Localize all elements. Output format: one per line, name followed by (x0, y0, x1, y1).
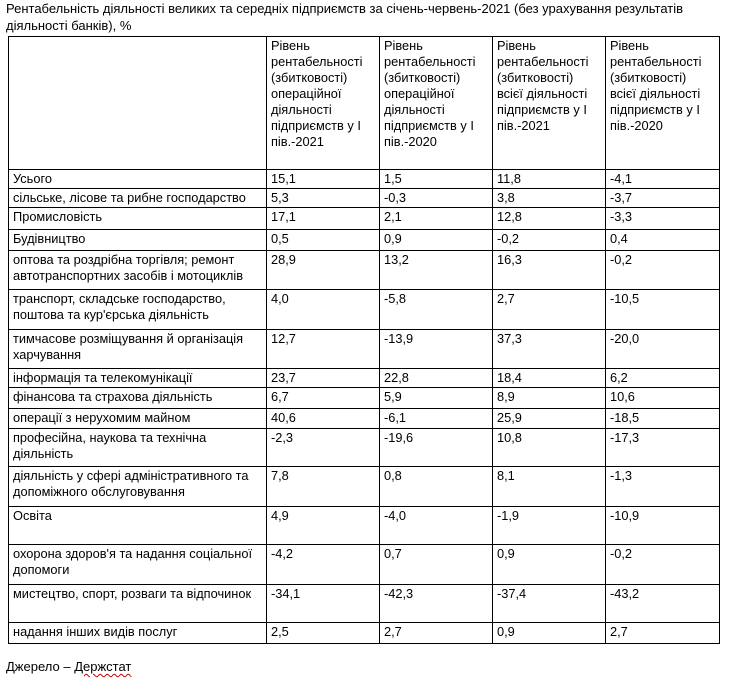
value-cell: 2,7 (606, 623, 720, 644)
row-label: професійна, наукова та технічна діяльність (9, 429, 267, 467)
header-cell-total-2020: Рівень рентабельності (збитковості) всієї діяльності підприємств у І пів.-2020 (606, 37, 720, 170)
row-label: надання інших видів послуг (9, 623, 267, 644)
table-row (9, 230, 720, 251)
value-cell: -43,2 (606, 585, 720, 623)
value-cell: 28,9 (267, 251, 380, 290)
value-cell: -3,7 (606, 189, 720, 208)
value-cell: -42,3 (380, 585, 493, 623)
value-cell: -13,9 (380, 330, 493, 369)
value-cell: -0,2 (606, 251, 720, 290)
value-cell: 0,8 (380, 467, 493, 507)
row-label: тимчасове розміщування й організація харчування (9, 330, 267, 369)
value-cell: -19,6 (380, 429, 493, 467)
value-cell: 2,7 (380, 623, 493, 644)
value-cell: -3,3 (606, 208, 720, 230)
row-label: Промисловість (9, 208, 267, 230)
value-cell: -5,8 (380, 290, 493, 330)
value-cell: -20,0 (606, 330, 720, 369)
row-label: сільське, лісове та рибне господарство (9, 189, 267, 208)
value-cell: 5,3 (267, 189, 380, 208)
value-cell: -37,4 (493, 585, 606, 623)
profitability-table (8, 36, 720, 644)
table-row (9, 251, 720, 290)
value-cell: 17,1 (267, 208, 380, 230)
value-cell: 0,5 (267, 230, 380, 251)
value-cell: 2,7 (493, 290, 606, 330)
value-cell: 0,9 (380, 230, 493, 251)
table-row (9, 170, 720, 189)
value-cell: 0,4 (606, 230, 720, 251)
value-cell: 4,0 (267, 290, 380, 330)
table-row (9, 388, 720, 409)
value-cell: 16,3 (493, 251, 606, 290)
source-note (6, 659, 131, 675)
value-cell: 11,8 (493, 170, 606, 189)
value-cell: 0,9 (493, 623, 606, 644)
header-cell-sector (9, 37, 267, 170)
row-label: охорона здоров'я та надання соціальної допомоги (9, 545, 267, 585)
value-cell: 0,7 (380, 545, 493, 585)
value-cell: 40,6 (267, 409, 380, 429)
row-label: транспорт, складське господарство, поштова та кур'єрська діяльність (9, 290, 267, 330)
table-row (9, 507, 720, 545)
value-cell: 12,8 (493, 208, 606, 230)
header-row (9, 37, 720, 170)
value-cell: 7,8 (267, 467, 380, 507)
value-cell: 2,5 (267, 623, 380, 644)
value-cell: -10,5 (606, 290, 720, 330)
row-label: оптова та роздрібна торгівля; ремонт автотранспортних засобів і мотоциклів (9, 251, 267, 290)
value-cell: 6,7 (267, 388, 380, 409)
value-cell: 10,8 (493, 429, 606, 467)
table-title: Рентабельність діяльності великих та середніх підприємств за січень-червень-2021 (без урахування результатів діяльності банків), % (6, 1, 684, 33)
value-cell: 5,9 (380, 388, 493, 409)
value-cell: -10,9 (606, 507, 720, 545)
table-row (9, 623, 720, 644)
value-cell: 23,7 (267, 369, 380, 388)
value-cell: 1,5 (380, 170, 493, 189)
value-cell: 18,4 (493, 369, 606, 388)
table-row (9, 208, 720, 230)
value-cell: -4,1 (606, 170, 720, 189)
value-cell: -6,1 (380, 409, 493, 429)
row-label: Освіта (9, 507, 267, 545)
row-label: діяльність у сфері адміністративного та допоміжного обслуговування (9, 467, 267, 507)
value-cell: -17,3 (606, 429, 720, 467)
value-cell: 10,6 (606, 388, 720, 409)
value-cell: -4,0 (380, 507, 493, 545)
value-cell: -2,3 (267, 429, 380, 467)
source-name: Держстат (74, 659, 132, 674)
value-cell: -4,2 (267, 545, 380, 585)
row-label: мистецтво, спорт, розваги та відпочинок (9, 585, 267, 623)
row-label: інформація та телекомунікації (9, 369, 267, 388)
value-cell: -1,3 (606, 467, 720, 507)
header-cell-operating-2020: Рівень рентабельності (збитковості) операційної діяльності підприємств у І пів.-2020 (380, 37, 493, 170)
value-cell: -18,5 (606, 409, 720, 429)
value-cell: 3,8 (493, 189, 606, 208)
value-cell: 4,9 (267, 507, 380, 545)
value-cell: 0,9 (493, 545, 606, 585)
value-cell: -1,9 (493, 507, 606, 545)
table-row (9, 429, 720, 467)
table-row (9, 330, 720, 369)
table-row (9, 369, 720, 388)
value-cell: 22,8 (380, 369, 493, 388)
row-label: Усього (9, 170, 267, 189)
value-cell: 8,9 (493, 388, 606, 409)
row-label: Будівництво (9, 230, 267, 251)
value-cell: 25,9 (493, 409, 606, 429)
table-row (9, 409, 720, 429)
value-cell: -0,3 (380, 189, 493, 208)
value-cell: 12,7 (267, 330, 380, 369)
row-label: фінансова та страхова діяльність (9, 388, 267, 409)
header-cell-operating-2021: Рівень рентабельності (збитковості) операційної діяльності підприємств у І пів.-2021 (267, 37, 380, 170)
source-prefix: Джерело – (6, 659, 75, 674)
row-label: операції з нерухомим майном (9, 409, 267, 429)
value-cell: 15,1 (267, 170, 380, 189)
value-cell: -0,2 (606, 545, 720, 585)
table-row (9, 290, 720, 330)
table-row (9, 545, 720, 585)
value-cell: 37,3 (493, 330, 606, 369)
header-cell-total-2021: Рівень рентабельності (збитковості) всієї діяльності підприємств у І пів.-2021 (493, 37, 606, 170)
value-cell: -34,1 (267, 585, 380, 623)
value-cell: 6,2 (606, 369, 720, 388)
table-row (9, 467, 720, 507)
value-cell: 13,2 (380, 251, 493, 290)
table-row (9, 585, 720, 623)
value-cell: 2,1 (380, 208, 493, 230)
value-cell: 8,1 (493, 467, 606, 507)
table-row (9, 189, 720, 208)
value-cell: -0,2 (493, 230, 606, 251)
